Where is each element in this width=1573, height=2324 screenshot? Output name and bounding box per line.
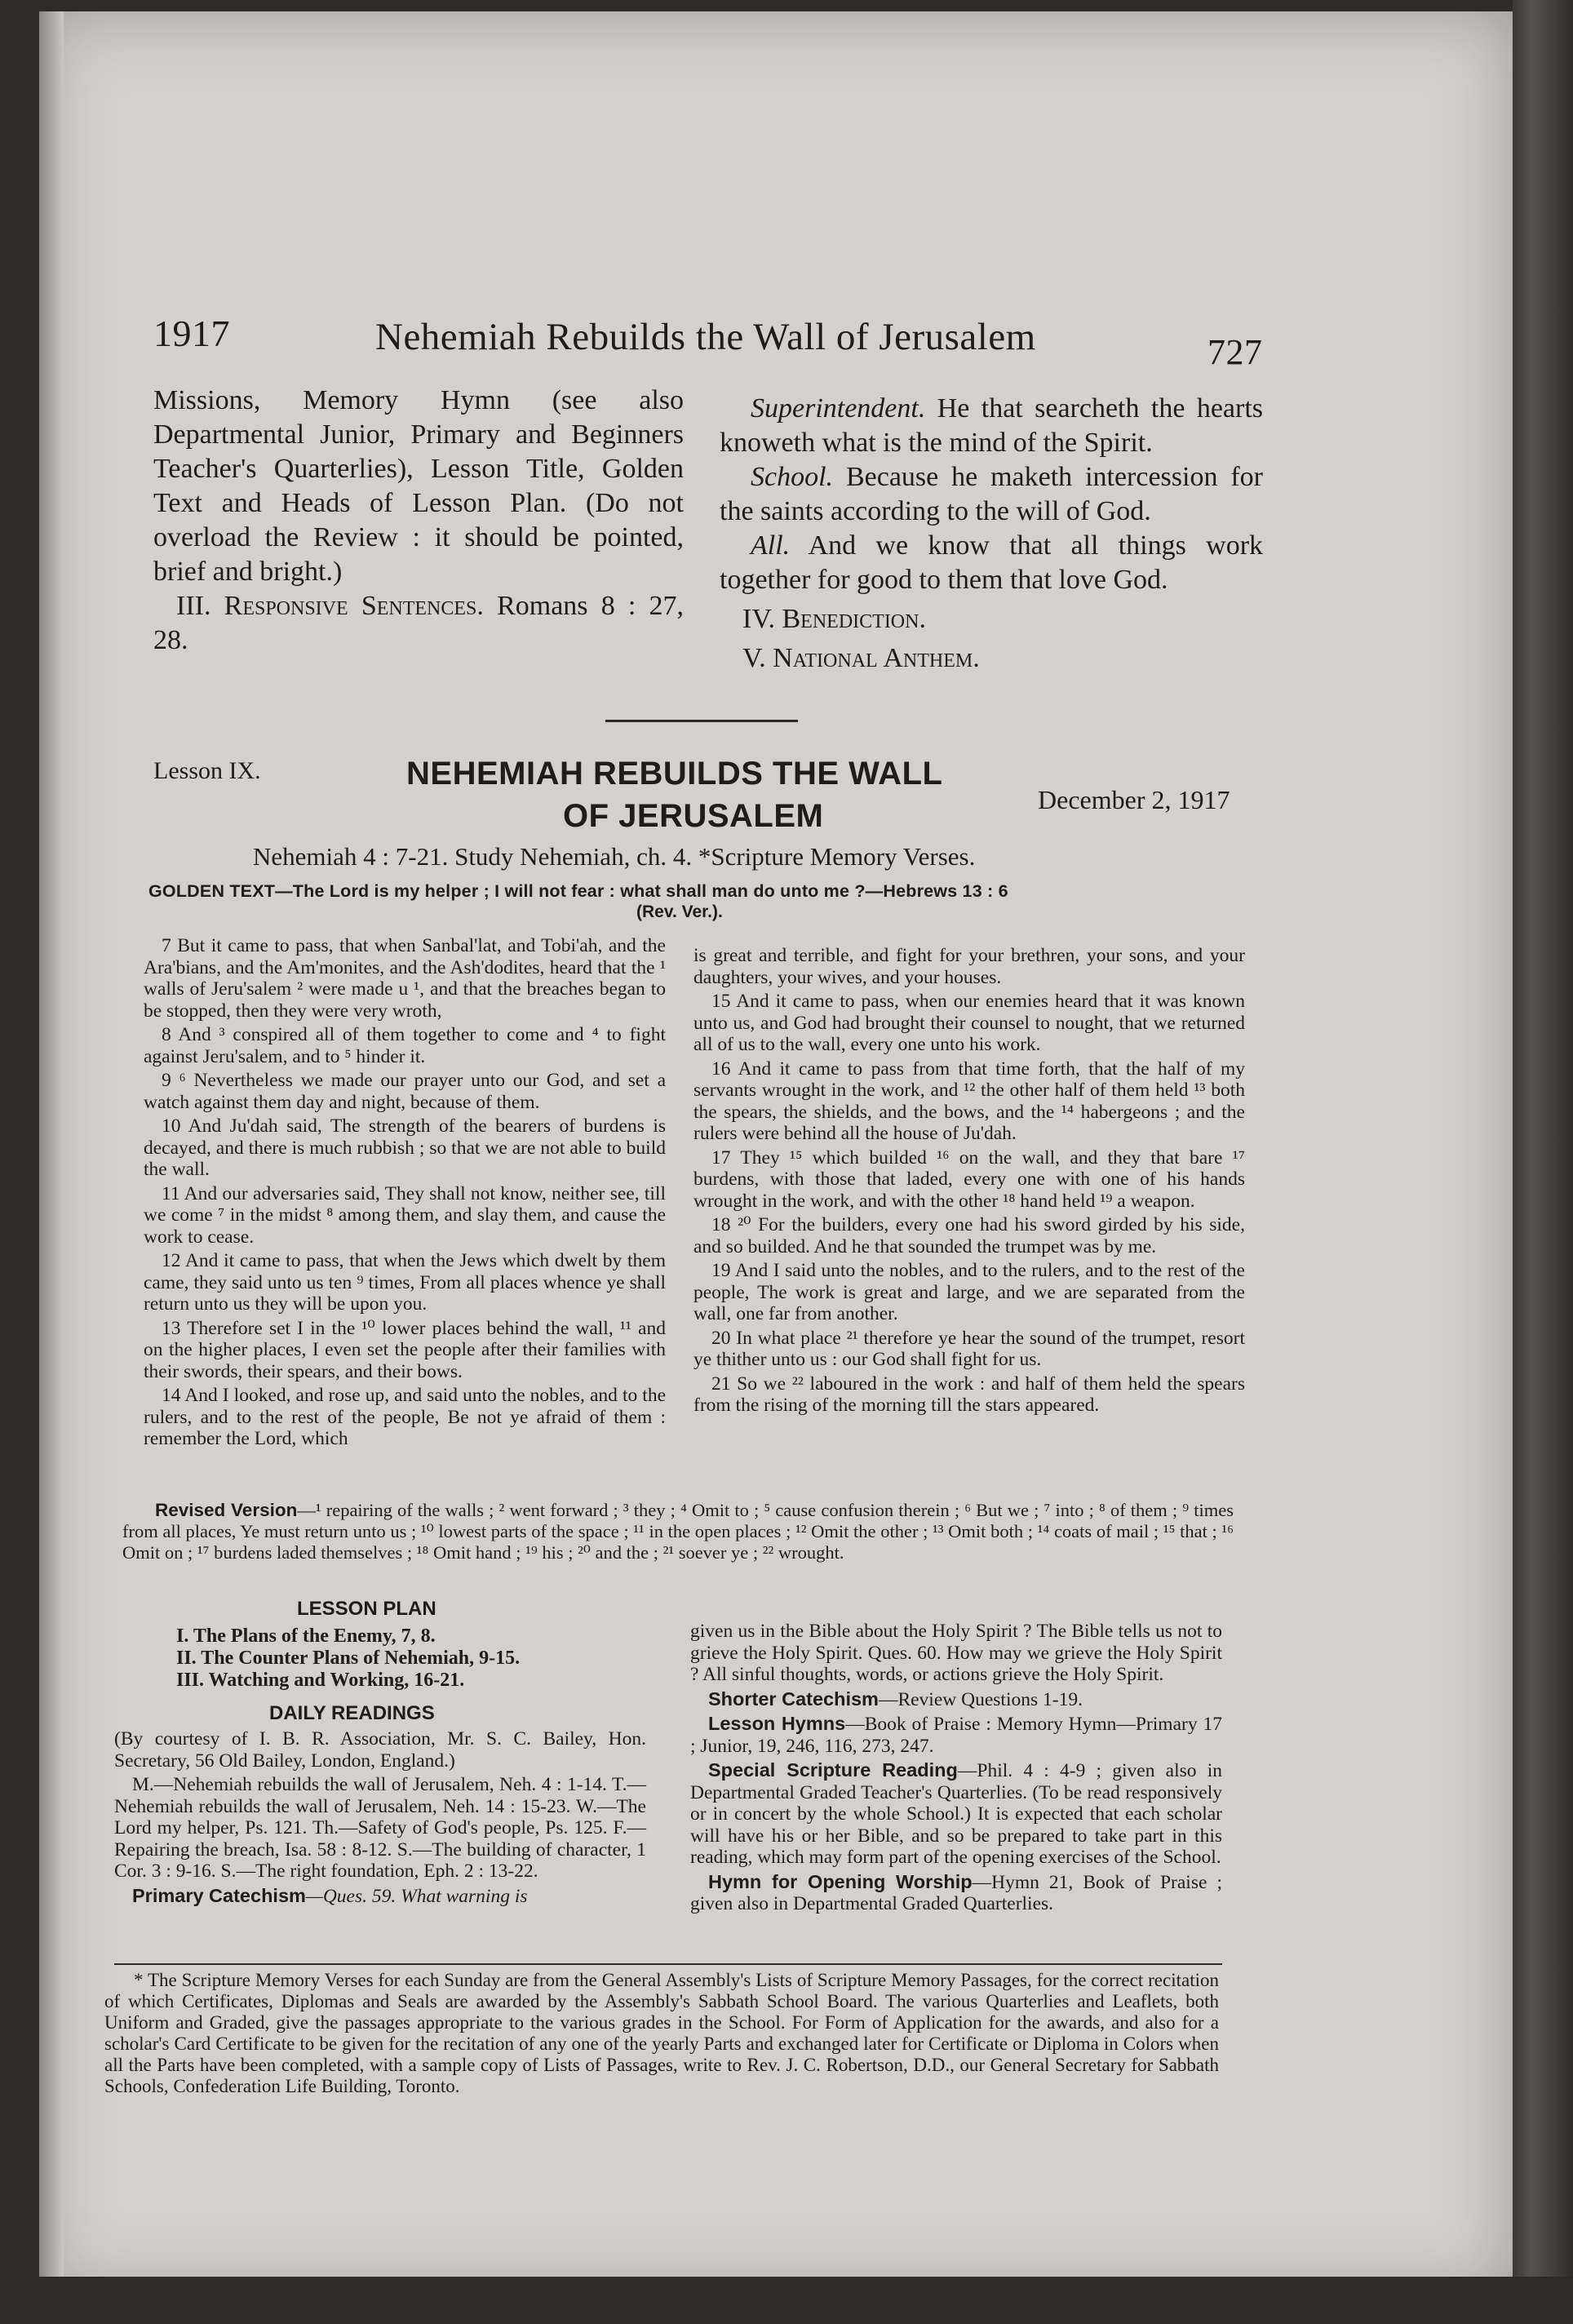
scan-background [0, 2277, 1573, 2324]
revised-version [122, 1500, 1234, 1563]
responsive-heading: III. Responsive Sentences. [176, 591, 484, 621]
verse-12: 12 And it came to pass, that when the Jews which dwelt by them came, they said unto us ten ⁹ times, From all places whence ye shall return unto us they will be upon you. [144, 1250, 666, 1315]
binding-gutter [39, 11, 64, 2296]
book-edge [1513, 0, 1573, 2324]
responsive-dialogue [720, 392, 1263, 676]
shorter-catechism-label: Shorter Catechism [708, 1688, 879, 1710]
sentence-school: School. Because he maketh intercession for the saints according to the will of God. [720, 462, 1264, 526]
lesson-hymns [690, 1713, 1222, 1757]
footnote: * The Scripture Memory Verses for each Sunday are from the General Assembly's Lists of Scripture Memory Passages, for the correct recitation of which Certificates, Diplomas and Seals are awarded by the Assembly's Sabbath School Board. The various Quarterlies and Leaflets, both Uniform and Graded, give the passages appropriate to the various grades in the School. For Form of Application for the awards, and also for a scholar's Card Certificate to be given for the recitation of any one of the yearly Parts and exchanged later for Certificate or Diploma in Colors when all the Parts have been completed, with a sample copy of Lists of Passages, write to Rev. J. C. Robertson, D.D., our General Secretary for Sabbath Schools, Confederation Life Building, Toronto. [104, 1970, 1219, 2096]
verse-16: 16 And it came to pass from that time forth, that the half of my servants wrought in the work, and ¹² the other half of them held ¹³ both the spears, the shields, and the bows, and the ¹⁴ habergeons ; and the rulers were behind all the house of Ju'dah. [693, 1058, 1245, 1144]
lesson-date: December 2, 1917 [1038, 785, 1230, 814]
special-reading [690, 1759, 1222, 1869]
review-instructions: Missions, Memory Hymn (see also Departmental Junior, Primary and Beginners Teacher's Quarterlies), Lesson Title, Golden Text and Heads of Lesson Plan. (Do not overload the Review : it should be pointed, brief and bright.) [153, 385, 684, 587]
sentence-all: All. And we know that all things work together for good to them that love God. [720, 530, 1264, 595]
lesson-plan-item: I. The Plans of the Enemy, 7, 8. [176, 1625, 436, 1647]
verse-13: 13 Therefore set I in the ¹⁰ lower places behind the wall, ¹¹ and on the higher places, I even set the people after their families with their swords, their spears, and their bows. [144, 1317, 666, 1382]
special-reading-label: Special Scripture Reading [708, 1759, 958, 1781]
daily-readings-courtesy: (By courtesy of I. B. R. Association, Mr. S. C. Bailey, Hon. Secretary, 56 Old Bailey, London, England.) [114, 1728, 646, 1772]
opening-worship [690, 1871, 1222, 1915]
golden-text-note: (Rev. Ver.). [636, 903, 723, 921]
daily-readings [114, 1728, 646, 1909]
lesson-plan-heading: LESSON PLAN [297, 1598, 436, 1620]
running-title: Nehemiah Rebuilds the Wall of Jerusalem [375, 316, 1036, 358]
primary-catechism-text: What warning is [401, 1885, 528, 1907]
responsive-ref: Romans 8 : 27, 28. [153, 591, 684, 655]
primary-catechism [114, 1885, 646, 1908]
shorter-catechism-text: —Review Questions 1-19. [878, 1688, 1083, 1710]
verse-11: 11 And our adversaries said, They shall not know, neither see, till we come ⁷ in the midst ⁸ among them, and slay them, and cause the work to cease. [144, 1182, 666, 1248]
lesson-number: Lesson IX. [153, 757, 261, 784]
lesson-plan-item: II. The Counter Plans of Nehemiah, 9-15. [176, 1648, 521, 1669]
golden-text: GOLDEN TEXT—The Lord is my helper ; I will not fear : what shall man do unto me ?—Hebrews 13 : 6 [148, 881, 1008, 901]
revised-version-label: Revised Version [155, 1500, 298, 1520]
scripture-left-column [144, 935, 666, 1452]
sentence-superintendent: Superintendent. He that searcheth the hearts knoweth what is the mind of the Spirit. [720, 393, 1263, 458]
lesson-hymns-text: —Book of Praise : Memory Hymn—Primary 17 ; Junior, 19, 246, 116, 273, 247. [690, 1714, 1222, 1757]
scripture-right-column [693, 945, 1245, 1419]
verse-10: 10 And Ju'dah said, The strength of the bearers of burdens is decayed, and there is much rubbish ; so that we are not able to build the wall. [144, 1115, 666, 1180]
responsive-sentences [153, 589, 684, 658]
opening-worship-label: Hymn for Opening Worship [708, 1870, 973, 1892]
verse-17: 17 They ¹⁵ which builded ¹⁶ on the wall, and they that bare ¹⁷ burdens, with those that laded, every one with one of his hands wrought in the work, and with the other ¹⁸ hand held ¹⁹ a weapon. [693, 1146, 1245, 1212]
verse-21: 21 So we ²² laboured in the work : and half of them held the spears from the rising of the morning till the stars appeared. [693, 1373, 1245, 1416]
header-year: 1917 [153, 313, 230, 354]
shorter-catechism [690, 1688, 1222, 1711]
verse-18: 18 ²⁰ For the builders, every one had his sword girded by his side, and so builded. And he that sounded the trumpet was by me. [693, 1214, 1245, 1257]
benediction: IV. Benediction. [742, 604, 926, 634]
primary-catechism-label: Primary Catechism [132, 1884, 306, 1906]
verse-9: 9 ⁶ Nevertheless we made our prayer unto our God, and set a watch against them day and night, because of them. [144, 1070, 666, 1113]
verse-14-cont: is great and terrible, and fight for your brethren, your sons, and your daughters, your wives, and your houses. [693, 945, 1245, 988]
lesson-plan-item: III. Watching and Working, 16-21. [176, 1670, 465, 1691]
verse-8: 8 And ³ conspired all of them together to come and ⁴ to fight against Jeru'salem, and to ⁵ hinder it. [144, 1024, 666, 1067]
verse-7: 7 But it came to pass, that when Sanbal'lat, and Tobi'ah, and the Ara'bians, and the Am'monites, and the Ash'dodites, heard that the ¹ walls of Jeru'salem ² were made u ¹, and that the breaches began to be stopped, then they were very wroth, [144, 935, 666, 1022]
special-reading-text: —Phil. 4 : 4-9 ; given also in Departmental Graded Teacher's Quarterlies. (To be read responsively or in concert by the whole School.) It is expected that each scholar will have his or her Bible, and so be prepared to take part in this reading, which may form part of the opening exercises of the School. [690, 1760, 1222, 1868]
verse-14: 14 And I looked, and rose up, and said unto the nobles, and to the rulers, and to the rest of the people, Be not ye afraid of them : remember the Lord, which [144, 1385, 666, 1449]
lesson-title-line2: OF JERUSALEM [563, 798, 824, 834]
catechism-continuation: given us in the Bible about the Holy Spirit ? The Bible tells us not to grieve the Holy Spirit. Ques. 60. How may we grieve the Holy Spirit ? All sinful thoughts, words, or actions grieve the Holy Spirit. [690, 1621, 1222, 1685]
lesson-notes [690, 1621, 1222, 1918]
footnote-divider [114, 1963, 1222, 1965]
national-anthem: V. National Anthem. [742, 643, 980, 673]
lesson-plan-list [176, 1625, 666, 1692]
daily-readings-heading: DAILY READINGS [269, 1702, 435, 1724]
revised-version-text: —¹ repairing of the walls ; ² went forward ; ³ they ; ⁴ Omit to ; ⁵ cause confusion therein ; ⁶ But we ; ⁷ into ; ⁸ of them ; ⁹ times from all places, Ye must return unto us ; ¹⁰ lowest parts of the space ; ¹¹ in the open places ; ¹² Omit the other ; ¹³ Omit both ; ¹⁴ coats of mail ; ¹⁵ that ; ¹⁶ Omit on ; ¹⁷ burdens laded themselves ; ¹⁸ Omit hand ; ¹⁹ his ; ²⁰ and the ; ²¹ soever ye ; ²² wrought. [122, 1500, 1234, 1563]
lesson-hymns-label: Lesson Hymns [708, 1713, 846, 1734]
section-divider [605, 720, 798, 722]
lesson-reference: Nehemiah 4 : 7-21. Study Nehemiah, ch. 4. *Scripture Memory Verses. [253, 842, 976, 871]
verse-15: 15 And it came to pass, when our enemies heard that it was known unto us, and God had brought their counsel to nought, that we returned all of us to the wall, every one unto his work. [693, 991, 1245, 1055]
primary-catechism-ques: —Ques. 59. [305, 1885, 397, 1907]
opening-worship-text: —Hymn 21, Book of Praise ; given also in Departmental Graded Quarterlies. [690, 1871, 1222, 1914]
daily-readings-text: M.—Nehemiah rebuilds the wall of Jerusalem, Neh. 4 : 1-14. T.—Nehemiah rebuilds the wall of Jerusalem, Neh. 14 : 15-23. W.—The Lord my helper, Ps. 121. Th.—Safety of God's people, Ps. 125. F.—Repairing the breach, Isa. 58 : 8-12. S.—The building of character, 1 Cor. 3 : 9-16. S.—The right foundation, Eph. 2 : 13-22. [114, 1774, 646, 1882]
verse-20: 20 In what place ²¹ therefore ye hear the sound of the trumpet, resort ye thither unto us : our God shall fight for us. [693, 1327, 1245, 1370]
verse-19: 19 And I said unto the nobles, and to the rulers, and to the rest of the people, The work is great and large, and we are separated from the wall, one far from another. [693, 1260, 1245, 1324]
page-number: 727 [1207, 332, 1263, 372]
lesson-title-line1: NEHEMIAH REBUILDS THE WALL [406, 756, 943, 792]
